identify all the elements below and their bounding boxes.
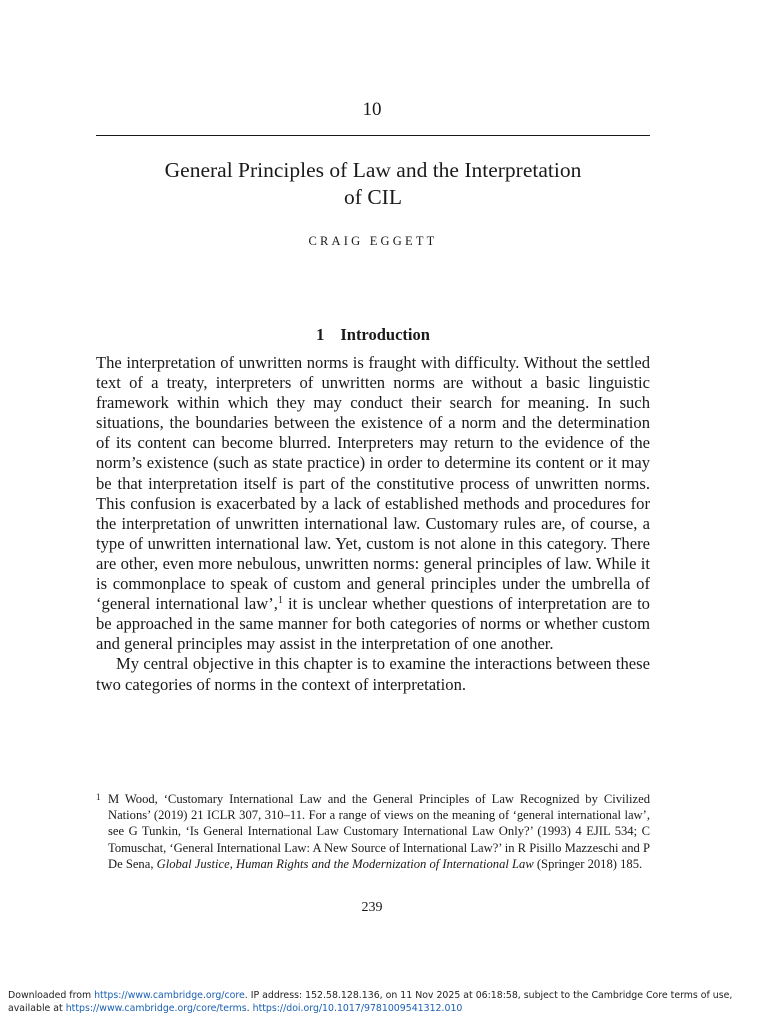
- paragraph-1-text-a: The interpretation of unwritten norms is fraught with difficulty. Without the settled text of a treaty, interpreters of unwritten norms are without a basic linguistic framework within which they may conduct their search for meaning. In such situations, the boundaries between the existence of a norm and the determination of its content can become blurred. Interpreters may return to the evidence of the norm’s existence (such as state practice) in order to determine its content or it may be that interpretation itself is part of the constitutive process of unwritten norms. This confusion is exacerbated by a lack of established methods and procedures for the interpretation of unwritten international law. Customary rules are, of course, a type of unwritten international law. Yet, custom is not alone in this category. There are other, even more nebulous, unwritten norms: general principles of law. While it is commonplace to speak of custom and general principles under the umbrella of ‘general international law’,: [96, 353, 650, 614]
- download-notice: [8, 989, 764, 1015]
- section-heading: [96, 325, 650, 345]
- section-title: Introduction: [340, 325, 430, 344]
- footnote-reference[interactable]: 1: [277, 595, 283, 607]
- paragraph-1-text-b: it is unclear whether questions of interpretation are to be approached in the same manner for both categories of norms or whether custom and general principles may assist in the interpretation of one another.: [96, 594, 650, 654]
- section-number: 1: [316, 325, 325, 344]
- download-notice-middle: . IP address: 152.58.128.136, on 11 Nov 2025 at 06:18:58, subject to the Cambridge Core terms of use, available at: [8, 990, 733, 1014]
- download-notice-separator: .: [246, 1003, 253, 1014]
- cambridge-core-link[interactable]: https://www.cambridge.org/core: [94, 990, 245, 1001]
- footnote-number: 1: [96, 792, 101, 802]
- footnote-italic-title: Global Justice, Human Rights and the Modernization of International Law: [156, 856, 534, 871]
- paragraph-2: My central objective in this chapter is to examine the interactions between these two categories of norms in the context of interpretation.: [96, 654, 650, 694]
- paragraph-1: [96, 353, 650, 654]
- chapter-title-line-1: General Principles of Law and the Interpretation: [164, 158, 582, 182]
- body-text: [96, 353, 650, 695]
- page-number: 239: [361, 900, 383, 915]
- terms-link[interactable]: https://www.cambridge.org/core/terms: [65, 1003, 247, 1014]
- chapter-divider: [96, 135, 650, 136]
- footnote: [96, 791, 650, 872]
- chapter-title: [96, 157, 650, 211]
- footnote-text: [108, 791, 650, 872]
- footnote-text-a: M Wood, ‘Customary International Law and the General Principles of Law Recognized by Civilized Nations’ (2019) 21 ICLR 307, 310–11. For a range of views on the meaning of ‘general international law’, see G Tunkin, ‘Is General International Law Customary International Law Only?’ (1993) 4 EJIL 534; C Tomuschat, ‘General International Law: A New Source of International Law?’ in R Pisillo Mazzeschi and P De Sena,: [108, 792, 650, 871]
- chapter-author: CRAIG EGGETT: [308, 234, 438, 248]
- footnote-text-b: (Springer 2018) 185.: [533, 856, 643, 871]
- download-notice-prefix: Downloaded from: [8, 990, 95, 1001]
- doi-link[interactable]: https://doi.org/10.1017/9781009541312.010: [252, 1003, 463, 1014]
- chapter-number: 10: [362, 99, 382, 120]
- chapter-title-line-2: of CIL: [344, 185, 402, 209]
